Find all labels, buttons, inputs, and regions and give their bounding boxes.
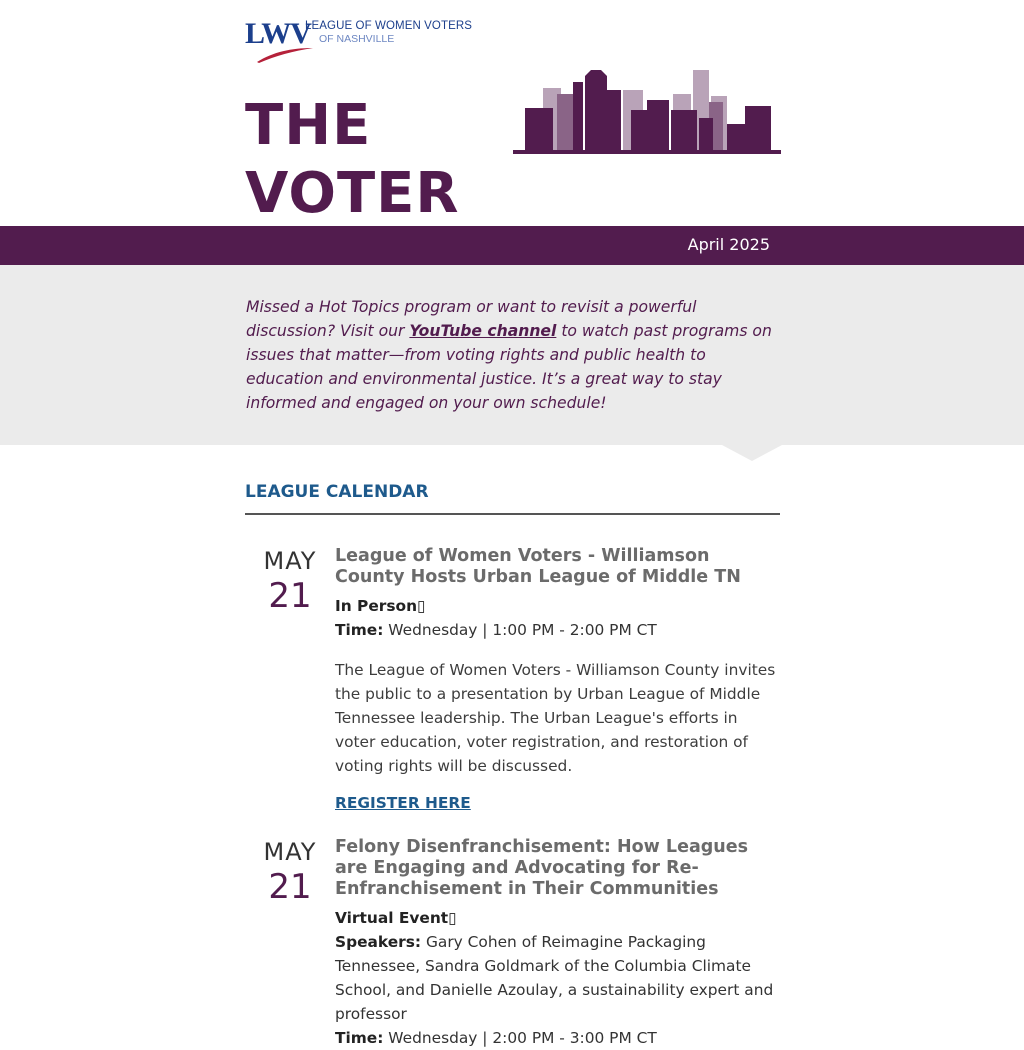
event-format (335, 594, 780, 618)
title-line-2: VOTER (245, 161, 460, 226)
intro-text-before: Missed a Hot Topics program or want to revisit a powerful discussion? Visit our (246, 298, 697, 340)
event-time-label: Time: (335, 1029, 384, 1047)
event-time (335, 1026, 780, 1050)
event-description: The League of Women Voters - Williamson County invites the public to a presentation by Urban League of Middle Tennessee leadership. The Urban League's efforts in voter education, voter registration, and restoration of voting rights will be discussed. (335, 661, 776, 775)
skyline-illustration (513, 66, 781, 156)
intro-text (246, 295, 786, 415)
missing-glyph-icon: ▯ (448, 909, 457, 927)
event-speakers (335, 930, 780, 1026)
intro-panel (0, 265, 1024, 445)
event-speakers-label: Speakers: (335, 933, 422, 951)
logo-org-name: LEAGUE OF WOMEN VOTERS (305, 20, 473, 32)
event-speakers-value: Gary Cohen of Reimagine Packaging Tennessee, Sandra Goldmark of the Columbia Climate School, and Danielle Azoulay, a sustainability expert and professor (335, 933, 774, 1023)
event-date (245, 837, 335, 907)
date-band (0, 226, 1024, 265)
event-title[interactable]: League of Women Voters - Williamson County Hosts Urban League of Middle TN (335, 546, 741, 587)
missing-glyph-icon: ▯ (417, 597, 426, 615)
section-title-calendar: LEAGUE CALENDAR (245, 482, 429, 502)
title-line-1: THE (245, 93, 372, 158)
issue-date: April 2025 (687, 235, 770, 254)
newsletter-title (245, 92, 460, 228)
event-format-label: Virtual Event (335, 909, 449, 927)
event-format-label: In Person (335, 597, 418, 615)
intro-text-after: to watch past programs on issues that matter—from voting rights and public health to education and environmental justice. It’s a great way to stay informed and engaged on your own schedule! (246, 322, 772, 412)
logo-org-sub: OF NASHVILLE (319, 33, 395, 45)
event-time (335, 618, 780, 642)
event-time-label: Time: (335, 621, 384, 639)
event-month: MAY (263, 547, 317, 575)
event-time-value: Wednesday | 1:00 PM - 2:00 PM CT (383, 621, 657, 639)
event-title[interactable]: Felony Disenfranchisement: How Leagues are Engaging and Advocating for Re-Enfranchisement in Their Communities (335, 837, 749, 899)
event-body (335, 546, 780, 812)
section-divider (245, 513, 780, 515)
logo-lwv-text: LWV (245, 17, 311, 50)
youtube-channel-link[interactable]: YouTube channel (409, 322, 557, 340)
event-format (335, 906, 780, 930)
intro-notch (722, 445, 782, 461)
event-body (335, 837, 780, 1050)
event-month: MAY (263, 838, 317, 866)
register-link[interactable]: REGISTER HERE (335, 794, 471, 812)
event-date (245, 546, 335, 616)
lwv-swoosh-icon (255, 44, 315, 64)
lwv-logo[interactable] (245, 18, 475, 64)
event-day: 21 (268, 576, 312, 616)
event-day: 21 (268, 867, 312, 907)
event-time-value: Wednesday | 2:00 PM - 3:00 PM CT (383, 1029, 657, 1047)
